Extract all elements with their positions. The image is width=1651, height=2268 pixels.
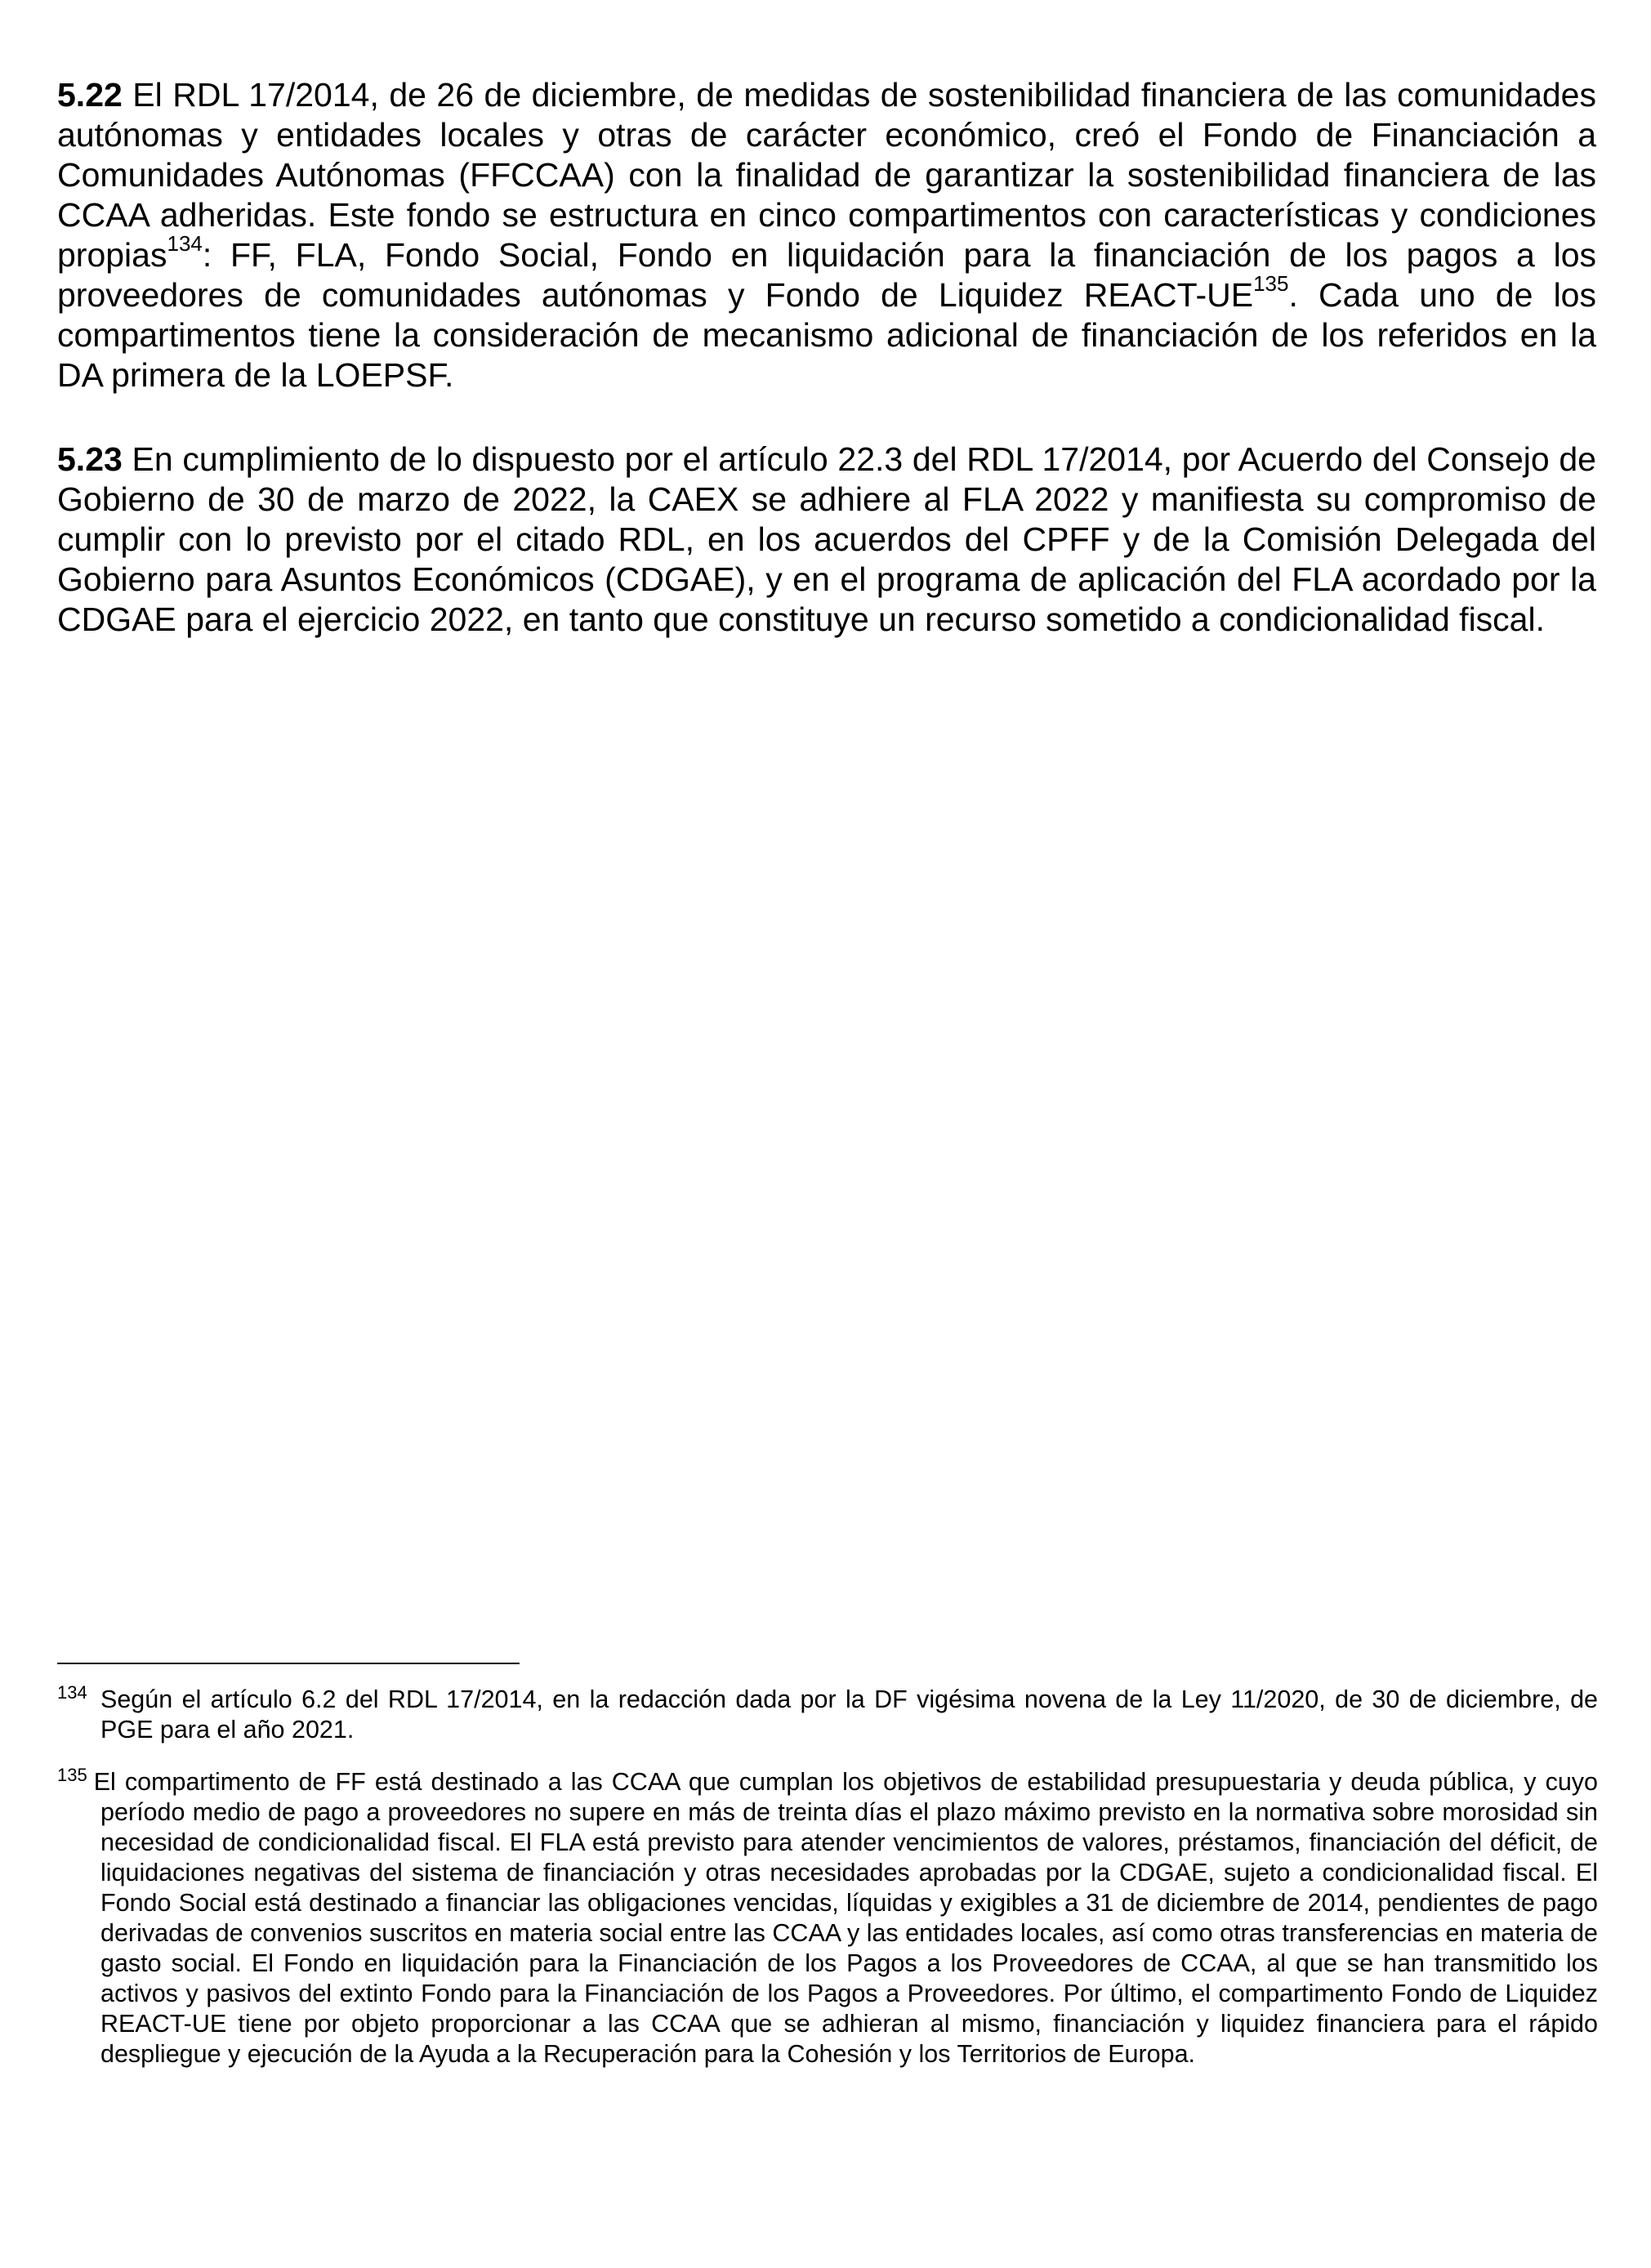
footnote-134: 134 Según el artículo 6.2 del RDL 17/2014, en la redacción dada por la DF vigésima novena de la Ley 11/2020, de 30 de diciembre, de PGE para el año 2021. <box>57 1681 1598 1743</box>
paragraph-text: : FF, FLA, Fondo Social, Fondo en liquidación para la financiación de los pagos a los proveedores de comunidades autónomas y Fondo de Liquidez REACT-UE <box>57 236 1596 314</box>
paragraph-text: . Cada uno de los compartimentos tiene la consideración de mecanismo adicional de financiación de los referidos en la DA primera de la LOEPSF. <box>57 276 1596 394</box>
paragraph-text: En cumplimiento de lo dispuesto por el artículo 22.3 del RDL 17/2014, por Acuerdo del Consejo de Gobierno de 30 de marzo de 2022, la CAEX se adhiere al FLA 2022 y manifiesta su compromiso de cumplir con lo previsto por el citado RDL, en los acuerdos del CPFF y de la Comisión Delegada del Gobierno para Asuntos Económicos (CDGAE), y en el programa de aplicación del FLA acordado por la CDGAE para el ejercicio 2022, en tanto que constituye un recurso sometido a condicionalidad fiscal. <box>57 440 1596 638</box>
paragraph-5-22 <box>57 75 1596 395</box>
paragraph-number: 5.23 <box>57 440 123 478</box>
footnote-135: 135 El compartimento de FF está destinado a las CCAA que cumplan los objetivos de estabilidad presupuestaria y deuda pública, y cuyo período medio de pago a proveedores no supere en más de treinta días el plazo máximo previsto en la normativa sobre morosidad sin necesidad de condicionalidad fiscal. El FLA está previsto para atender vencimientos de valores, préstamos, financiación del déficit, de liquidaciones negativas del sistema de financiación y otras necesidades aprobadas por la CDGAE, sujeto a condicionalidad fiscal. El Fondo Social está destinado a financiar las obligaciones vencidas, líquidas y exigibles a 31 de diciembre de 2014, pendientes de pago derivadas de convenios suscritos en materia social entre las CCAA y las entidades locales, así como otras transferencias en materia de gasto social. El Fondo en liquidación para la Financiación de los Pagos a los Proveedores de CCAA, al que se han transmitido los activos y pasivos del extinto Fondo para la Financiación de los Pagos a Proveedores. Por último, el compartimento Fondo de Liquidez REACT-UE tiene por objeto proporcionar a las CCAA que se adhieran al mismo, financiación y liquidez financiera para el rápido despliegue y ejecución de la Ayuda a la Recuperación para la Cohesión y los Territorios de Europa. <box>57 1764 1598 2068</box>
footnote-text: Según el artículo 6.2 del RDL 17/2014, en la redacción dada por la DF vigésima novena de la Ley 11/2020, de 30 de diciembre, de PGE para el año 2021. <box>100 1685 1598 1743</box>
paragraph-text: El RDL 17/2014, de 26 de diciembre, de medidas de sostenibilidad financiera de las comunidades autónomas y entidades locales y otras de carácter económico, creó el Fondo de Financiación a Comunidades Autónomas (FFCCAA) con la finalidad de garantizar la sostenibilidad financiera de las CCAA adheridas. Este fondo se estructura en cinco compartimentos con características y condiciones propias <box>57 76 1596 274</box>
footnote-ref-135[interactable]: 135 <box>1253 271 1289 297</box>
paragraph-5-23 <box>57 440 1596 640</box>
paragraph-number: 5.22 <box>57 76 123 114</box>
footnote-separator <box>57 1663 520 1664</box>
footnote-ref-134[interactable]: 134 <box>167 231 203 257</box>
footnote-text: El compartimento de FF está destinado a las CCAA que cumplan los objetivos de estabilidad presupuestaria y deuda pública, y cuyo período medio de pago a proveedores no supere en más de treinta días el plazo máximo previsto en la normativa sobre morosidad sin necesidad de condicionalidad fiscal. El FLA está previsto para atender vencimientos de valores, préstamos, financiación del déficit, de liquidaciones negativas del sistema de financiación y otras necesidades aprobadas por la CDGAE, sujeto a condicionalidad fiscal. El Fondo Social está destinado a financiar las obligaciones vencidas, líquidas y exigibles a 31 de diciembre de 2014, pendientes de pago derivadas de convenios suscritos en materia social entre las CCAA y las entidades locales, así como otras transferencias en materia de gasto social. El Fondo en liquidación para la Financiación de los Pagos a los Proveedores de CCAA, al que se han transmitido los activos y pasivos del extinto Fondo para la Financiación de los Pagos a Proveedores. Por último, el compartimento Fondo de Liquidez REACT-UE tiene por objeto proporcionar a las CCAA que se adhieran al mismo, financiación y liquidez financiera para el rápido despliegue y ejecución de la Ayuda a la Recuperación para la Cohesión y los Territorios de Europa. <box>93 1768 1598 2068</box>
